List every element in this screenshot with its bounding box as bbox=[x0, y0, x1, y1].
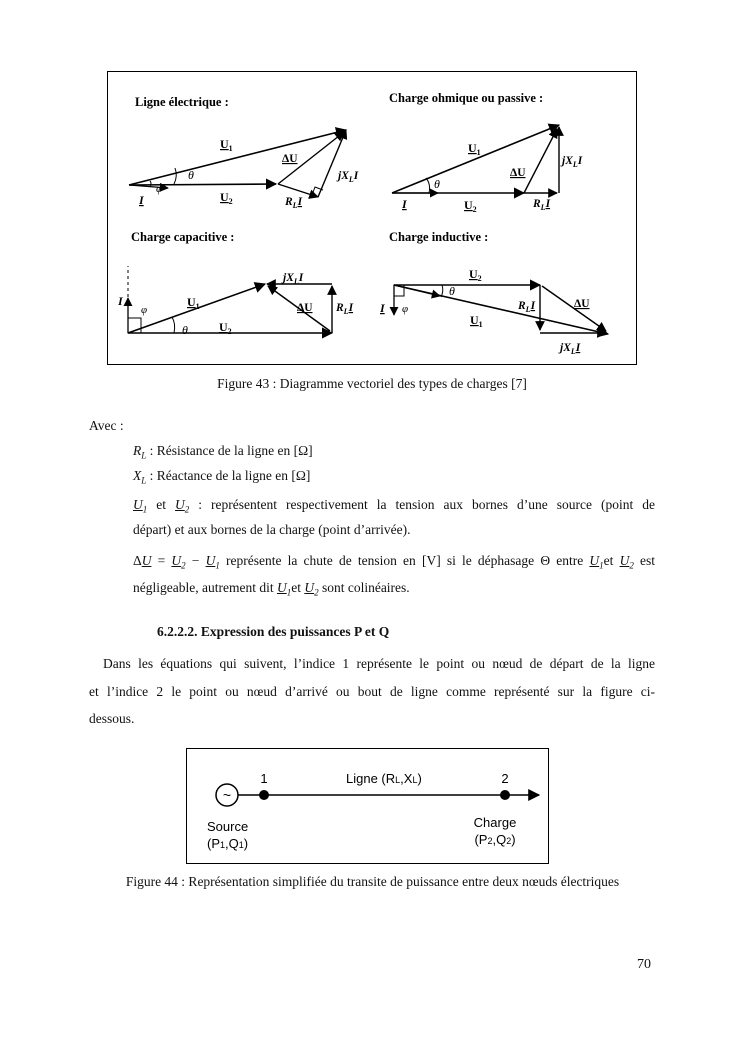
line-label: Ligne (RL,XL) bbox=[346, 771, 422, 786]
label-theta: θ bbox=[188, 168, 194, 182]
source-label: Source bbox=[207, 819, 249, 834]
label-theta: θ bbox=[182, 323, 188, 337]
label-u2: $U_2$ bbox=[220, 190, 233, 206]
label-delta-u: ΔU bbox=[510, 167, 526, 179]
label-rl-i: $R_LI$ bbox=[285, 196, 303, 210]
vector-jxl-i bbox=[318, 130, 346, 197]
label-u2: $U_2$ bbox=[469, 267, 482, 283]
label-phi: φ bbox=[402, 303, 409, 315]
figure-43-vector-diagrams bbox=[107, 71, 637, 365]
node-2-dot bbox=[500, 790, 510, 800]
section-heading: 6.2.2.2. Expression des puissances P et Q bbox=[157, 624, 390, 639]
paragraph-line-2: et l’indice 2 le point ou nœud d’arrivé ou bout de ligne comme représenté sur la figure ci- bbox=[89, 684, 655, 699]
label-delta-u: ΔU bbox=[282, 153, 298, 165]
charge-power-label: (P2,Q2) bbox=[474, 832, 516, 847]
page-number: 70 bbox=[637, 957, 651, 972]
panel-charge-inductive bbox=[379, 230, 608, 356]
label-phi: φ bbox=[156, 183, 163, 195]
label-delta-u: ΔU bbox=[297, 302, 313, 314]
label-u1: $U_1$ bbox=[470, 313, 483, 329]
paragraph-line-1: Dans les équations qui suivent, l’indice 1 représente le point ou nœud de départ de la ligne bbox=[103, 656, 655, 671]
angle-theta-arc bbox=[441, 285, 443, 297]
panel-ligne-title: Ligne électrique : bbox=[135, 95, 229, 109]
vector-delta-u bbox=[524, 129, 557, 193]
label-jxl-i: $jX_LI$ bbox=[562, 155, 583, 169]
label-rl-i: $R_LI$ bbox=[533, 198, 551, 212]
label-current: I bbox=[402, 197, 407, 211]
figure-44-caption: Figure 44 : Représentation simplifiée du transite de puissance entre deux nœuds électriques bbox=[125, 874, 620, 889]
label-jxl-i: $jX_LI$ bbox=[560, 342, 581, 356]
source-power-label: (P1,Q1) bbox=[207, 836, 249, 851]
figure-44-power-transit bbox=[186, 748, 549, 864]
def-u-line1: $U_1$ et $U_2$ : représentent respectivement la tension aux bornes d’une source (point de bbox=[133, 497, 656, 515]
vector-current-direction bbox=[394, 285, 440, 296]
label-u1: $U_1$ bbox=[220, 137, 233, 153]
def-rl: $R_L$ : Résistance de la ligne en [Ω] bbox=[133, 443, 313, 461]
panel-ohmique-title: Charge ohmique ou passive : bbox=[389, 91, 544, 105]
panel-charge-capacitive bbox=[117, 230, 354, 337]
figure-43-svg bbox=[108, 72, 638, 366]
label-jxl-i: $jX_LI$ bbox=[338, 170, 359, 184]
label-u2: $U_2$ bbox=[464, 198, 477, 214]
label-theta: θ bbox=[434, 177, 440, 191]
def-du-line1: $\Delta U = U_2 - U_1$ représente la chute de tension en [V] si le déphasage Θ entre $U_1et$ $U_2$ est bbox=[133, 553, 655, 571]
panel-capacitive-title: Charge capacitive : bbox=[131, 230, 235, 244]
angle-theta-arc bbox=[426, 178, 430, 193]
angle-phi-arc bbox=[150, 181, 151, 187]
def-xl: $X_L$ : Réactance de la ligne en [Ω] bbox=[133, 468, 311, 486]
charge-label: Charge bbox=[473, 815, 517, 830]
label-rl-i: $R_LI$ bbox=[518, 300, 536, 314]
label-current: I bbox=[139, 193, 144, 207]
avec-label: Avec : bbox=[89, 418, 124, 433]
figure-43-caption: Figure 43 : Diagramme vectoriel des types de charges [7] bbox=[217, 376, 527, 391]
label-current: I bbox=[118, 294, 123, 308]
angle-theta-arc bbox=[174, 168, 176, 184]
def-du-line2: négligeable, autrement dit $U_1et$ $U_2$ sont colinéaires. bbox=[133, 580, 410, 598]
angle-theta-arc bbox=[172, 317, 175, 333]
vector-u1 bbox=[392, 125, 559, 193]
label-delta-u: ΔU bbox=[574, 298, 590, 310]
label-u1: $U_1$ bbox=[468, 141, 481, 157]
label-jxl-i: $jX_LI$ bbox=[283, 272, 304, 286]
label-theta: θ bbox=[449, 284, 455, 298]
def-u-line2: départ) et aux bornes de la charge (point d’arrivée). bbox=[133, 522, 411, 537]
panel-charge-ohmique bbox=[389, 91, 583, 214]
source-sine-symbol: ~ bbox=[222, 787, 232, 803]
label-u2: $U_2$ bbox=[219, 320, 232, 336]
label-phi: φ bbox=[141, 304, 148, 316]
label-u1: $U_1$ bbox=[187, 295, 200, 311]
node-1-dot bbox=[259, 790, 269, 800]
vector-u1 bbox=[129, 130, 346, 185]
panel-inductive-title: Charge inductive : bbox=[389, 230, 489, 244]
label-rl-i: $R_LI$ bbox=[336, 302, 354, 316]
paragraph-line-3: dessous. bbox=[89, 711, 135, 726]
figure-44-svg bbox=[187, 749, 550, 865]
node-2-label: 2 bbox=[501, 771, 509, 786]
panel-ligne-electrique bbox=[129, 95, 359, 210]
node-1-label: 1 bbox=[260, 771, 268, 786]
label-current: I bbox=[380, 301, 385, 315]
